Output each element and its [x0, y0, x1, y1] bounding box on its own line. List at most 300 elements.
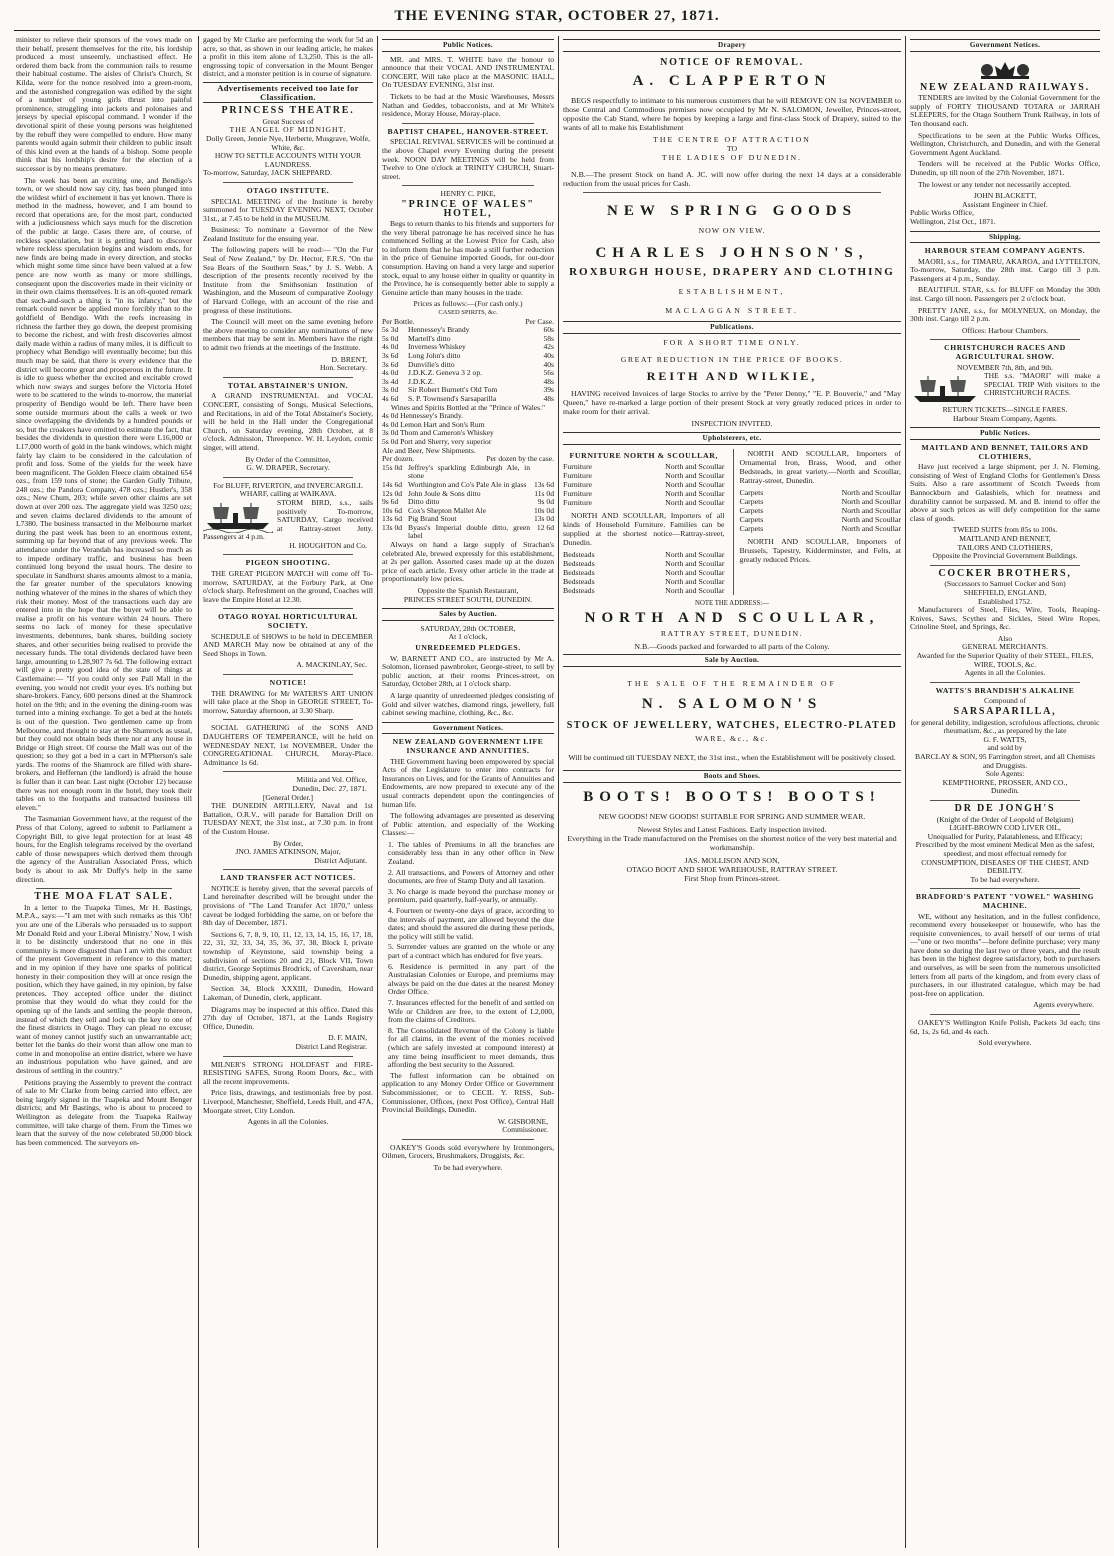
ad-signature: H. HOUGHTON and Co. — [289, 540, 367, 550]
ad-line: Dunedin. — [990, 786, 1020, 796]
price-cell: 14s 6d — [382, 479, 403, 489]
ad-line: Dolly Green, Jennie Nye, Herberte, Musgrave, Wolfe, White, &c. — [206, 133, 370, 152]
column-4 — [563, 36, 901, 1548]
ns-name: North and Scoullar — [665, 462, 725, 471]
ad-line: ESTABLISHMENT, — [678, 287, 786, 296]
ns-name: North and Scoullar — [665, 471, 725, 480]
ad-title: CHARLES JOHNSON'S, — [595, 245, 869, 261]
ns-name: North and Scoullar — [665, 577, 725, 586]
price-cell: 58s — [543, 333, 554, 343]
divider — [223, 869, 353, 870]
ns-name: North and Scoullar — [841, 497, 901, 506]
article-paragraph: The week has been an exciting one, and Bendigo's town, or we should now say city, has been plunged into the wildest whirl of excitement it has yet known. There is method in the madness, however, and I am bound to record that operations are, for the most part, conducted with a judiciousness which says much for the discretion of the public at large. Cases there are, of course, of reckless speculation, but it is getting hard to discover where reckless speculation begins and wisdom ends, for new finds are being made in every direction, and stocks which might some time since have been valued at a few pence are now worth as many or more shillings, consequent upon the discoveries made in their vicinity or in their own claims themselves. It is an oft-quoted remark that such-and-such a thing is "in its infancy," but the remark could never be applied more forcibly than to the goldfield of Bendigo. With the reefs increasing in richness the farther they go down, the deepest promising to become the richest, and with fresh discoveries almost daily made within a radius of many miles, it is difficult to prophecy what Bendigo will eventually become; but this much may be said, that there is every evidence that the district will become great and prosperous in the future. It is idle to guess whether the excited and excitable crowd which now sways and surges before the Victoria Hotel were to be scattered to the winds to-morrow, the material prosperity of Bendigo would be left. There have been some outside murmurs about the calls a week or two since overlapping the dividends by a hundred pounds or so, but the croakers have omitted to estimate the fact, that besides the dividends in question there were L16,000 or L17,000 worth of gold in the bank windows, which might fairly lay claim to be considered in the calculation of profit and loss. Some of the yields for the week have been magnificent. The Golden Fleece claim obtained 654 ozs., from 159 tons of stone; the Garden Gully Tribute, 248 ozs.; the Pandora Company, 478 ozs.; Hustler's, 358 ozs.; New Chum, 203; while seven other claims are set down at over 200 ozs. The aggregate yield was 3250 ozs; and seven claims declared dividends to the amount of L7380. The business transacted in the Melbourne market during the past week has been to an enormous extent, summing up far beyond that of any previous week. The attendance under the Verandah has increased so much as to impede ordinary traffic, and business has been continued long beyond the usual hours. The desire to speculate in Sandhurst shares amounts almost to a mania, the far greater number of the speculators knowing nothing whatever of the mines in the shares of which they risk their money. Most of the transactions each day are entered into in the hope that the buyer will be able to realise a profit on his venture within 24 hours. There seems no lack of money for these speculative investments, debentures, bank shares, building society shares, and other securities being realised to provide the necessary funds. The total dividends declared have been large, amounting to L28,907 7s 6d. The following extract will give a pretty good idea of the state of things at Castlemaine:— "If you could only see Pall Mall in the evening, you would not credit your eyes. It's nothing but share-brokers. Fancy, 600 persons dined at the Shamrock hotel on the 9th; and in the evening the dining-room was turned into a mining exchange. To get a bed at the hotels is out of the question. Two gentlemen came up from Melbourne, and thought to stay at the Shamrock as usual, but they could not obtain beds there nor at any house in Bridge or High street. Of course the Mall was out of the question; so they got a bed in a cart in M'Pherson's sale yards. The rooms of the Shamrock are filled with share-brokers, and Heffernan (the landlord) is afraid the house is fuller than it can bear. Last night (October 12) because there was not enough room in the hotel, they took their tables on to the footpaths and transacted business till eleven." — [16, 175, 192, 812]
otago-institute-ad — [203, 187, 373, 373]
ad-signature: Assistant Engineer in Chief. — [962, 199, 1048, 209]
ns-item: Bedsteads — [563, 586, 595, 595]
government-notices-header: Government Notices. — [382, 722, 554, 735]
ad-title: NEW SPRING GOODS — [607, 203, 857, 219]
ad-signature: G. W. DRAPER, Secretary. — [246, 463, 330, 473]
divider — [223, 719, 353, 720]
christchurch-races-ad — [910, 344, 1100, 423]
ad-line: PRINCES STREET SOUTH, DUNEDIN. — [403, 594, 533, 604]
ad-line: At 1 o'clock, — [448, 632, 488, 642]
ad-body: SOCIAL GATHERING of the SONS AND DAUGHTERS OF TEMPERANCE, will be held on WEDNESDAY NEXT, 1st NOVEMBER, Under the CONGREGATIONAL CHURCH, Moray-Place. Admittance 1s 6d. — [203, 723, 373, 767]
sale-by-auction-header: Sale by Auction. — [563, 654, 901, 667]
ad-line: To be had everywhere. — [433, 1163, 503, 1173]
item-cell: Pig Brand Stout — [408, 514, 457, 524]
price-cell: 12s 0d — [382, 488, 403, 498]
ns-list-row — [563, 559, 725, 568]
ad-body: STORM BIRD, s.s., sails positively To-morrow, SATURDAY, Cargo received at Rattray-street Jetty. Passengers at 4 p.m. — [203, 497, 373, 542]
harbour-steam-ad — [910, 247, 1100, 335]
ad-line: THE ANGEL OF MIDNIGHT. — [229, 125, 347, 135]
ad-body: SCHEDULE of SHOWS to be held in DECEMBER AND MARCH May now be obtained at any of the Seed Shops in Town. — [203, 631, 373, 658]
ad-body: THE s.s. "MAORI" will make a SPECIAL TRIP With visitors to the CHRISTCHURCH RACES. — [984, 371, 1100, 398]
price-cell — [530, 464, 554, 481]
ad-line: (Successors to Samuel Cocker and Son) — [944, 579, 1066, 589]
divider — [930, 1014, 1080, 1015]
ns-list-row — [563, 480, 725, 489]
ad-title: NORTH AND SCOULLAR, — [584, 610, 880, 626]
boots-shoes-header: Boots and Shoes. — [563, 770, 901, 783]
ns-item: Bedsteads — [563, 559, 595, 568]
divider — [402, 1139, 534, 1140]
public-notices-header: Public Notices. — [382, 39, 554, 52]
ad-body: Business: To nominate a Governor of the New Zealand Institute for the ensuing year. — [203, 225, 373, 243]
ad-body: Section 34, Block XXXIII, Dunedin, Howard Lakeman, of Dunedin, clerk, applicant. — [203, 984, 373, 1002]
ad-line: WARE, &c., &c. — [695, 734, 769, 743]
ad-title: REITH AND WILKIE, — [646, 369, 818, 383]
moa-flat-article — [16, 904, 192, 1148]
ad-line: (Knight of the Order of Leopold of Belgium) — [936, 814, 1074, 824]
item-cell: Worthington and Co's Pale Ale in glass — [408, 479, 527, 489]
ad-title: STOCK OF JEWELLERY, WATCHES, ELECTRO-PLATED — [566, 720, 898, 731]
oakey-knife-polish-ad — [910, 1019, 1100, 1048]
column-rule — [558, 36, 559, 1548]
price-cell: 39s — [543, 385, 554, 395]
ad-line: NOW ON VIEW. — [698, 226, 766, 235]
white-concert-ad — [382, 56, 554, 119]
ad-title: MAITLAND AND BENNET, TAILORS AND CLOTHIERS, — [921, 443, 1089, 461]
price-cell: 3s 6d — [382, 351, 399, 360]
price-col-head: Per dozen by the case. — [486, 454, 554, 464]
watts-sarsaparilla-ad — [910, 687, 1100, 796]
ad-line: JAS. MOLLISON AND SON, — [684, 856, 780, 865]
divider — [36, 888, 172, 889]
ad-signature: District Land Registrar. — [295, 1041, 367, 1051]
ns-list-row — [563, 471, 725, 480]
price-cell: 10s 6d — [382, 505, 403, 515]
ad-line: KEMPTHORNE, PROSSER, AND CO., — [942, 777, 1068, 787]
ad-line: N.B.—Goods packed and forwarded to all parts of the Colony. — [634, 642, 830, 651]
ns-list-row — [563, 568, 725, 577]
ad-line: Agents in all the Colonies. — [964, 668, 1046, 678]
column-5 — [910, 36, 1100, 1548]
ad-signature: By Order of the Committee, — [245, 454, 331, 464]
ad-title: LAND TRANSFER ACT NOTICES. — [220, 873, 356, 883]
masthead: THE EVENING STAR, OCTOBER 27, 1871. — [394, 8, 720, 24]
divider — [223, 477, 353, 478]
ad-line: Dunedin, Dec. 27, 1871. — [292, 783, 367, 793]
ad-line: Agents in all the Colonies. — [247, 1117, 329, 1127]
ad-line: SATURDAY, 28th OCTOBER, — [420, 623, 516, 633]
ad-line: NOTE THE ADDRESS:— — [695, 600, 769, 607]
cocker-brothers-ad — [910, 567, 1100, 678]
ad-line: To be had everywhere. — [970, 874, 1040, 884]
advantage-item: 6. Residence is permitted in any part of the Australasian Colonies or Europe, and premiums may always be paid on the due dates at the nearest Money Order Office. — [388, 961, 554, 997]
ns-list-row — [563, 550, 725, 559]
royal-crest-icon — [975, 56, 1035, 82]
princess-theatre-ad — [203, 107, 373, 178]
article-continuation: gaged by Mr Clarke are performing the work for 5d an acre, so that, as shown in our leading article, he makes a profit in this item alone of L3,250. This is the all-engrossing topic of conversation in the Mount Benger district, and a monster petition is in course of signature. — [203, 36, 373, 79]
divider — [583, 192, 881, 193]
ad-signature: JNO. JAMES ATKINSON, Major, — [235, 847, 341, 857]
ad-line: GENERAL MERCHANTS. — [962, 642, 1048, 652]
ad-line: CASED SPIRITS, &c. — [438, 309, 498, 317]
divider — [223, 608, 353, 609]
total-abstainers-ad — [203, 382, 373, 473]
price-cell: 13s 0d — [382, 522, 403, 532]
article-paragraph: Petitions praying the Assembly to prevent the contract of sale to Mr Clarke from being carried into effect, are being largely signed in the Tuapeka and Mount Benger districts; and Mr Bastings, who is about to proceed to Wellington as delegate from the Tuapeka Railway committee, will take charge of them. From the Times we learn that the survey of the now celebrated 50,000 block has been commenced. The surveyors en- — [16, 1077, 192, 1147]
ad-line: MAITLAND AND BENNET, — [959, 533, 1051, 543]
ad-line: THE LADIES OF DUNEDIN. — [661, 153, 803, 162]
ad-line: RATTRAY STREET, DUNEDIN. — [660, 629, 804, 638]
ad-body: NORTH AND SCOULLAR, Importers of all kinds of Household Furniture. Families can be supplied at the shortest notice—Rattray-street, Dunedin. — [563, 511, 725, 547]
price-cell: 4s 0d — [382, 342, 399, 352]
north-scoullar-ad — [563, 449, 901, 595]
ad-signature: D. BRENT, — [331, 354, 367, 364]
advantage-item: 2. All transactions, and Powers of Attorney and other documents, are free of Stamp Duty and all taxation. — [388, 867, 554, 886]
ns-name: North and Scoullar — [665, 480, 725, 489]
ns-list-row — [563, 577, 725, 586]
ad-line: Wines and Spirits Bottled at the "Prince of Wales." — [390, 402, 546, 412]
ad-line: OTAGO BOOT AND SHOE WAREHOUSE, RATTRAY STREET. — [626, 865, 838, 874]
sales-by-auction-header: Sales by Auction. — [382, 608, 554, 621]
wine-line: 4s 0d Hennessey's Brandy. — [382, 411, 464, 421]
ns-name: North and Scoullar — [841, 524, 901, 533]
prince-of-wales-hotel-ad — [382, 190, 554, 604]
divider — [930, 565, 1080, 566]
ad-line: MACLAGGAN STREET. — [665, 306, 799, 315]
ad-line: NEW GOODS! NEW GOODS! SUITABLE FOR SPRING AND SUMMER WEAR. — [598, 812, 866, 821]
ad-body: Sections 6, 7, 8, 9, 10, 11, 12, 13, 14, 15, 16, 17, 18, 22, 31, 32, 33, 34, 35, 36, 37, 38, Block I, private township of Keynstone, said township being a subdivision of sections 20 and 21, Block VII, Town district, George Septimus Brodrick, of Caversham, near Dunedin, shipping agent, applicant. — [203, 929, 373, 982]
item-cell: Long John's ditto — [408, 351, 461, 360]
ad-line: NOVEMBER 7th, 8th, and 9th. — [957, 362, 1053, 372]
public-notices-header: Public Notices. — [910, 427, 1100, 440]
wine-line: 3s 0d Thom and Cameron's Whiskey — [382, 428, 494, 438]
ns-name: North and Scoullar — [665, 586, 725, 595]
furniture-list — [563, 462, 725, 507]
ns-item: Bedsteads — [563, 577, 595, 586]
shipping-header: Shipping. — [910, 231, 1100, 244]
item-cell: S. P. Townsend's Sarsaparilla — [408, 393, 497, 403]
price-cell: 15s 0d — [382, 462, 403, 472]
ad-body: MAORI, s.s., for TIMARU, AKAROA, and LYTTELTON, To-morrow, Saturday, the 28th inst. Cargo till 3 p.m. Passengers at 4 p.m., Sunday. — [910, 256, 1100, 283]
wine-line: 4s 0d Lemon Hart and Son's Rum — [382, 419, 485, 429]
ad-line: Great Success of — [262, 116, 314, 126]
ad-signature: By Order, — [272, 838, 304, 848]
ad-title: DR DE JONGH'S — [954, 802, 1056, 814]
divider — [930, 682, 1080, 683]
ns-item: Bedsteads — [563, 568, 595, 577]
ad-title: A. CLAPPERTON — [632, 73, 832, 89]
ad-title: "PRINCE OF WALES" HOTEL, — [401, 198, 535, 219]
ad-title: For BLUFF, RIVERTON, and INVERCARGILL WHARF, calling at WAIKAVA. — [213, 480, 363, 499]
ad-line: THE SALE OF THE REMAINDER OF — [627, 679, 837, 688]
ns-list-row — [740, 515, 902, 524]
maitland-bennet-ad — [910, 444, 1100, 561]
price-cell: 5s 3d — [382, 325, 399, 335]
bedsteads-list — [563, 550, 725, 595]
price-cell: 4s 6d — [382, 393, 399, 403]
item-cell: Cox's Shepton Mallet Ale — [408, 505, 486, 515]
land-transfer-notice — [203, 874, 373, 1051]
article-paragraph: The Tasmanian Government have, at the request of the Press of that Colony, agreed to submit to Parliament a Copyright Bill, to give legal protection for at least 48 hours, for the English telegrams received by the overland cable of those newspapers which derived them through the agency of the Australian Associated Press, which body is about to ask Mr Duffy's help in the same direction. — [16, 814, 192, 884]
ad-signature: Commissioner. — [502, 1125, 548, 1135]
item-cell: Dunville's ditto — [408, 359, 455, 369]
ad-body: N.B.—The present Stock on hand A. JC. will now offer during the next 14 days at a considerable reduction from the usual prices for Cash. — [563, 170, 901, 188]
ns-name: North and Scoullar — [665, 550, 725, 559]
ad-title: NOTICE! — [269, 678, 307, 687]
ad-line: and sold by — [987, 743, 1023, 753]
ns-item: Carpets — [739, 497, 764, 506]
ad-line: TAILORS AND CLOTHIERS, — [957, 542, 1053, 552]
ad-line: THE CENTRE OF ATTRACTION — [653, 135, 811, 144]
item-cell: John Joule & Sons ditto — [408, 488, 481, 498]
ns-item: Furniture — [563, 480, 593, 489]
ad-title: PIGEON SHOOTING. — [245, 558, 331, 568]
ad-line: RETURN TICKETS—SINGLE FARES. — [942, 405, 1068, 415]
ad-body: Always on hand a large supply of Strachan's celebrated Ale, brewed expressly for this establishment, at 2s per gallon. Assorted cases made up at the dozen price of each article. Every other article in the trade at proportionately low prices. — [382, 540, 554, 584]
ad-line: CONSUMPTION, DISEASES OF THE CHEST, AND DEBILITY. — [921, 857, 1089, 876]
ale-price-row — [382, 524, 554, 541]
ad-line: Prices as follows:—(For cash only.) — [413, 299, 523, 309]
ad-body: NOTICE is hereby given, that the several parcels of Land hereinafter described will be brought under the provisions of "The Land Transfer Act 1870," unless caveat be lodged forbidding the same, on or before the 8th day of December, 1871. — [203, 883, 373, 928]
price-cell: 3s 6d — [382, 359, 399, 369]
ns-item: Carpets — [739, 506, 764, 515]
advantage-item: 7. Insurances effected for the benefit of and settled on Wife or Children are free, to the extent of L2,000, from the claims of Creditors. — [388, 997, 554, 1025]
ad-body: The following advantages are presented as deserving of Public attention, and especially of the Working Classes:— — [382, 811, 554, 838]
ad-line: Militia and Vol. Office, — [296, 775, 367, 785]
ad-body: Tickets to be had at the Music Warehouses, Messrs Nathan and Geddes, tobacconists, and at Mr White's residence, Moray House, Moray-place. — [382, 91, 554, 119]
ns-name: North and Scoullar — [665, 489, 725, 498]
ns-item: Furniture — [563, 498, 593, 507]
ad-line: To-morrow, Saturday, JACK SHEPPARD. — [203, 168, 332, 178]
ns-name: North and Scoullar — [665, 568, 725, 577]
ad-body: SPECIAL REVIVAL SERVICES will be continued at the above Chapel every Evening during the present week. NOON DAY MEETINGS will be held from Twelve to One o'clock at TRINITY CHURCH, Stuart-street. — [382, 137, 554, 181]
price-cell: 5s 0d — [382, 333, 399, 343]
ad-body: Diagrams may be inspected at this office. Dated this 27th day of October, 1871, at the Lands Registry Office, Dunedin. — [203, 1004, 373, 1031]
ad-title: BOOTS! BOOTS! BOOTS! — [583, 789, 881, 805]
ad-title: BRADFORD'S PATENT "VOWEL" WASHING MACHINE. — [915, 892, 1095, 910]
price-cell: 56s — [543, 368, 554, 378]
ad-signature: Hon. Secretary. — [320, 363, 367, 373]
item-cell: Inverness Whiskey — [408, 342, 466, 352]
publications-header: Publications. — [563, 321, 901, 334]
ad-body: BEGS respectfully to intimate to his numerous customers that he will REMOVE ON 1st NOVEMBER to those Central and Commodious premises now occupied by Mr N. SALOMON, Jeweller, Princes-street, opposite the Cab Stand, where he hopes by keeping a large and first-class Stock of Drapery, suited to the wants of all to make his Establishment — [563, 96, 901, 132]
railways-tender-ad — [910, 81, 1100, 227]
ad-body: THE Government having been empowered by special Acts of the Legislature to enter into contracts for Insurances on Lives, and for the Grants of Annuities and Endowments, are now prepared to execute any of the usual contracts dependent upon the contingencies of human life. — [382, 756, 554, 809]
ns-name: North and Scoullar — [665, 498, 725, 507]
ad-body: Begs to return thanks to his friends and supporters for the very liberal patronage he has received since he has commenced Selling at the Lowest Price for Cash, also to inform them that he has made a still further reduction in the price of Genuine imported Goods, for out-door consumption. Having on hand a very large and superior stock, equal to any house either in quality or quantity in the Province, he is consequently better able to supply a Genuine article than many houses in the trade. — [382, 219, 554, 297]
article-paragraph: In a letter to the Tuapeka Times, Mr H. Bastings, M.P.A., says:—"I am met with such remarks as this 'Oh! you are one of the Liberals who persuaded us to support Mr Donald Reid and your Liberal Ministry.' Now, I wish it to be distinctly understood that no one in this community is more disgusted than I am with the conduct of the present Government in reference to this matter; and in my opinion if they have one sparks of political honesty in their composition they will at once resign the position, which they have gained, in my opinion, by false pretences. They accepted office under the distinct promise that they would do what they could for the opening up of the lands and settling the people thereon, instead of which they sell and lock up the key to one of the finest districts in Otago. They can plead no excuse; want of money cannot justify such an unwarrantable act; better let the banks do their worst than allow one man to come in and monopolise an entire district, where we have an industrious population who have gained, and are desirous of settling in the country." — [16, 902, 192, 1076]
ad-body: A GRAND INSTRUMENTAL and VOCAL CONCERT, consisting of Songs, Musical Selections, and Recitations, in aid of the Total Abstainer's Society, will be held in the Hall under the Congregational Church, on Saturday evening, 28th October, at 8 o'clock. Admission, Threepence. W. H. Leydon, comic singer, will attend. — [203, 391, 373, 452]
ad-line: HOW TO SETTLE ACCOUNTS WITH YOUR LAUNDRESS. — [214, 151, 362, 169]
ns-item: Furniture — [563, 471, 593, 480]
advantage-item: 8. The Consolidated Revenue of the Colony is liable for all claims, in the event of the monies received (which are safely invested at compound interest) at any time being insufficient to meet demands, thus affording the best security to the Assured. — [388, 1025, 554, 1070]
milner-safes-ad — [203, 1061, 373, 1127]
ad-line: Agents everywhere. — [1033, 1000, 1094, 1010]
ad-title: COCKER BROTHERS, — [938, 567, 1072, 579]
ad-body: The Council will meet on the same evening before the above meeting to consider any nominations of new members that may be sent in. Members have the right to admit two friends at the meetings of the Institute. — [203, 317, 373, 352]
ad-title: OTAGO INSTITUTE. — [246, 185, 330, 195]
price-cell: 13s 6d — [533, 479, 554, 489]
wines-list — [382, 412, 554, 455]
ad-body: The lowest or any tender not necessarily accepted. — [918, 179, 1072, 189]
ad-line: INSPECTION INVITED. — [691, 419, 773, 428]
ad-signature: District Adjutant. — [314, 855, 367, 865]
ad-signature: A. MACKINLAY, Sec. — [296, 660, 367, 670]
column-2 — [203, 36, 373, 1548]
horticultural-ad — [203, 613, 373, 670]
item-cell: Hennessey's Brandy — [408, 325, 470, 335]
ad-line: SARSAPARILLA, — [953, 706, 1057, 718]
price-col-head: Per Bottle. — [382, 316, 415, 326]
ad-title: WATTS'S BRANDISH'S ALKALINE — [935, 685, 1075, 695]
ad-line: Prescribed by the most eminent Medical Men as the safest, speediest, and most effectual remedy for — [915, 840, 1095, 858]
salomon-sale-ad — [563, 679, 901, 762]
ad-body: MR. and MRS. T. WHITE have the honour to announce that their VOCAL AND INSTRUMENTAL CONCERT, Will take place at the MASONIC HALL, On TUESDAY EVENING, 31st inst. — [382, 54, 554, 90]
militia-order — [203, 776, 373, 865]
oakey-goods-ad — [382, 1144, 554, 1173]
ad-line: TO — [726, 144, 738, 153]
ad-body: THE GREAT PIGEON MATCH will come off To-morrow, SATURDAY, at the Forbury Park, at One o'clock sharp. Refreshment on the ground, Coaches will leave the Empire Hotel at 12.30. — [203, 569, 373, 604]
ns-item: Furniture — [563, 489, 593, 498]
ns-name: North and Scoullar — [665, 559, 725, 568]
ad-line: Newest Styles and Latest Fashions. Early inspection invited. — [637, 825, 827, 834]
ad-line: for general debility, indigestion, scrofulous affections, chronic rheumatism, &c., as prepared by the late — [910, 717, 1100, 736]
ad-line: [General Order.] — [262, 792, 314, 802]
column-rule — [905, 36, 906, 1548]
divider — [223, 1056, 353, 1057]
ad-title: PRINCESS THEATRE. — [221, 105, 355, 117]
ad-body: The following papers will be read:— "On the Fur Seal of New Zealand," by Dr. Hector, F.R.S. "On the Sea Bears of the Southern Seas," by J. S. Webb. A description of the presents recently received by the Institute from the Smithsonian Institution of Washington, and the Museum of comparative Zoology of Harvard College, with an account of the rise and progress of these institutions. — [203, 245, 373, 315]
de-jongh-cod-liver-oil-ad — [910, 802, 1100, 884]
ad-line: Sole Agents: — [985, 769, 1025, 779]
ad-line: TWEED SUITS from 85s to 100s. — [952, 525, 1058, 535]
ad-body: OAKEY'S Wellington Knife Polish, Packets 3d each; tins 6d, 1s, 2s 6d, and 4s each. — [910, 1018, 1100, 1036]
reith-wilkie-ad — [563, 338, 901, 428]
advantage-item: 5. Surrender values are granted on the whole or any part of a contract which has endured for five years. — [388, 942, 554, 960]
price-cell: 40s — [543, 351, 554, 360]
ns-item: Carpets — [739, 515, 764, 524]
price-cell: 9s 0d — [537, 497, 554, 507]
ad-title: OTAGO ROYAL HORTICULTURAL SOCIETY. — [218, 612, 358, 631]
price-cell: 13s 6d — [382, 514, 403, 524]
ns-item: Bedsteads — [563, 550, 595, 559]
bradford-washing-machine-ad — [910, 893, 1100, 1010]
column-3 — [382, 36, 554, 1548]
column-rule — [198, 36, 199, 1548]
north-scoullar-left — [563, 449, 725, 595]
ad-title: TOTAL ABSTAINER'S UNION. — [227, 380, 349, 390]
ad-title: HARBOUR STEAM COMPANY AGENTS. — [924, 246, 1086, 256]
ad-body: MILNER'S STRONG HOLDFAST and FIRE-RESISTING SAFES, Strong Room Doors, &c., with all the recent improvements. — [203, 1059, 373, 1086]
drapery-header: Drapery — [563, 39, 901, 52]
price-cell: 40s — [543, 359, 554, 369]
ad-title: NEW ZEALAND GOVERNMENT LIFE INSURANCE AND ANNUITIES. — [392, 737, 544, 755]
ad-line: Harbour Steam Company, Agents. — [953, 413, 1057, 423]
ad-line: BARCLAY & SON, 95 Farringdon street, and all Chemists and Druggists. — [915, 752, 1095, 770]
storm-bird-ad — [203, 482, 373, 551]
ad-line: Compound of — [984, 696, 1026, 706]
ad-signature: D. F. MAIN, — [328, 1033, 367, 1043]
ns-name: North and Scoullar — [841, 515, 901, 524]
ad-body: A large quantity of unredeemed pledges consisting of Gold and silver watches, diamond rings, jewellery, full cabinet sewing machine, clothing, &c., &c. — [382, 690, 554, 718]
advantage-item: 3. No charge is made beyond the purchase money or premium, paid quarterly, half-yearly, or annually. — [388, 886, 554, 905]
ns-list-row — [563, 498, 725, 507]
ns-list-row — [740, 497, 902, 506]
price-cell: 3s 4d — [382, 376, 399, 386]
price-cell: 60s — [543, 325, 554, 335]
price-cell: 11s 0d — [534, 488, 554, 498]
ad-title: FURNITURE NORTH & SCOULLAR, — [569, 451, 718, 460]
ales-price-list — [382, 464, 554, 541]
ad-title: CHRISTCHURCH RACES AND AGRICULTURAL SHOW. — [944, 343, 1066, 362]
advantage-item: 1. The tables of Premiums in all the branches are considerably less than in any other office in New Zealand. — [388, 839, 554, 867]
column-rule — [377, 36, 378, 1548]
clapperton-removal-ad — [563, 58, 901, 188]
pigeon-shooting-ad — [203, 559, 373, 604]
price-col-head: Per dozen. — [382, 454, 415, 464]
price-cell: 4s 0d — [382, 368, 399, 378]
divider — [223, 554, 353, 555]
ad-line: SHEFFIELD, ENGLAND, — [963, 587, 1047, 597]
divider — [402, 123, 534, 124]
advantage-item: 4. Fourteen or twenty-one days of grace, according to the intervals of payment, are allowed beyond the due dates; and should the assured die during these periods, the policy will still be valid. — [388, 906, 554, 941]
ad-line: Unequalled for Purity, Palatableness, and Efficacy; — [927, 831, 1083, 841]
price-col-head: Per Case. — [525, 316, 554, 326]
ad-line: G. F. WATTS, — [983, 734, 1027, 744]
item-cell: J.D.K.Z. Geneva 3 2 op. — [408, 368, 483, 378]
ad-title: BAPTIST CHAPEL, HANOVER-STREET. — [387, 126, 549, 136]
ns-item: Carpets — [739, 524, 764, 533]
price-cell: 13s 0d — [533, 514, 554, 524]
ad-body: WE, without any hesitation, and in the fullest confidence, recommend every housekeeper or housewife, who has the requisite conveniences, to avail herself of our terms of trial—"one or two months"—before definite purchase; very many have done so during the last two or three years, and the result has been in the highest degree satisfactory, both to purchasers and ourselves, as will be seen from the numerous unsolicited letters from all parts of the kingdom, and from every class of purchasers, in our illustrated catalogue, which may be had post-free on application. — [910, 911, 1100, 998]
moa-flat-heading: THE MOA FLAT SALE. — [34, 891, 174, 903]
price-cell: 48s — [543, 393, 554, 403]
government-notices-header: Government Notices. — [910, 39, 1100, 52]
charles-johnson-ad — [563, 203, 901, 315]
ns-item: Carpets — [739, 488, 764, 497]
ad-line: Everything in the Trade manufactured on the Premises on the shortest notice of the very best material and workmanship. — [567, 834, 897, 852]
ad-line: Offices: Harbour Chambers. — [961, 325, 1049, 335]
ad-body: SPECIAL MEETING of the Institute is hereby summoned for TUESDAY EVENING NEXT, October 31st., at 7.45 to be held in the MUSEUM. — [203, 196, 373, 223]
ad-title: UNREDEEMED PLEDGES. — [415, 643, 521, 652]
upholsterers-header: Upholsterers, etc. — [563, 432, 901, 445]
wine-line: Ale and Beer, New Shipments. — [382, 445, 476, 455]
column-1 — [16, 36, 192, 1548]
bishop-article — [16, 36, 192, 884]
divider — [930, 888, 1080, 889]
divider — [223, 771, 353, 772]
ad-signature: W. GISBORNE, — [497, 1116, 548, 1126]
ad-line: Also — [997, 633, 1013, 643]
ns-list-row — [563, 489, 725, 498]
baptist-chapel-ad — [382, 128, 554, 182]
unredeemed-pledges-ad — [382, 625, 554, 718]
spirits-price-list — [382, 326, 554, 403]
